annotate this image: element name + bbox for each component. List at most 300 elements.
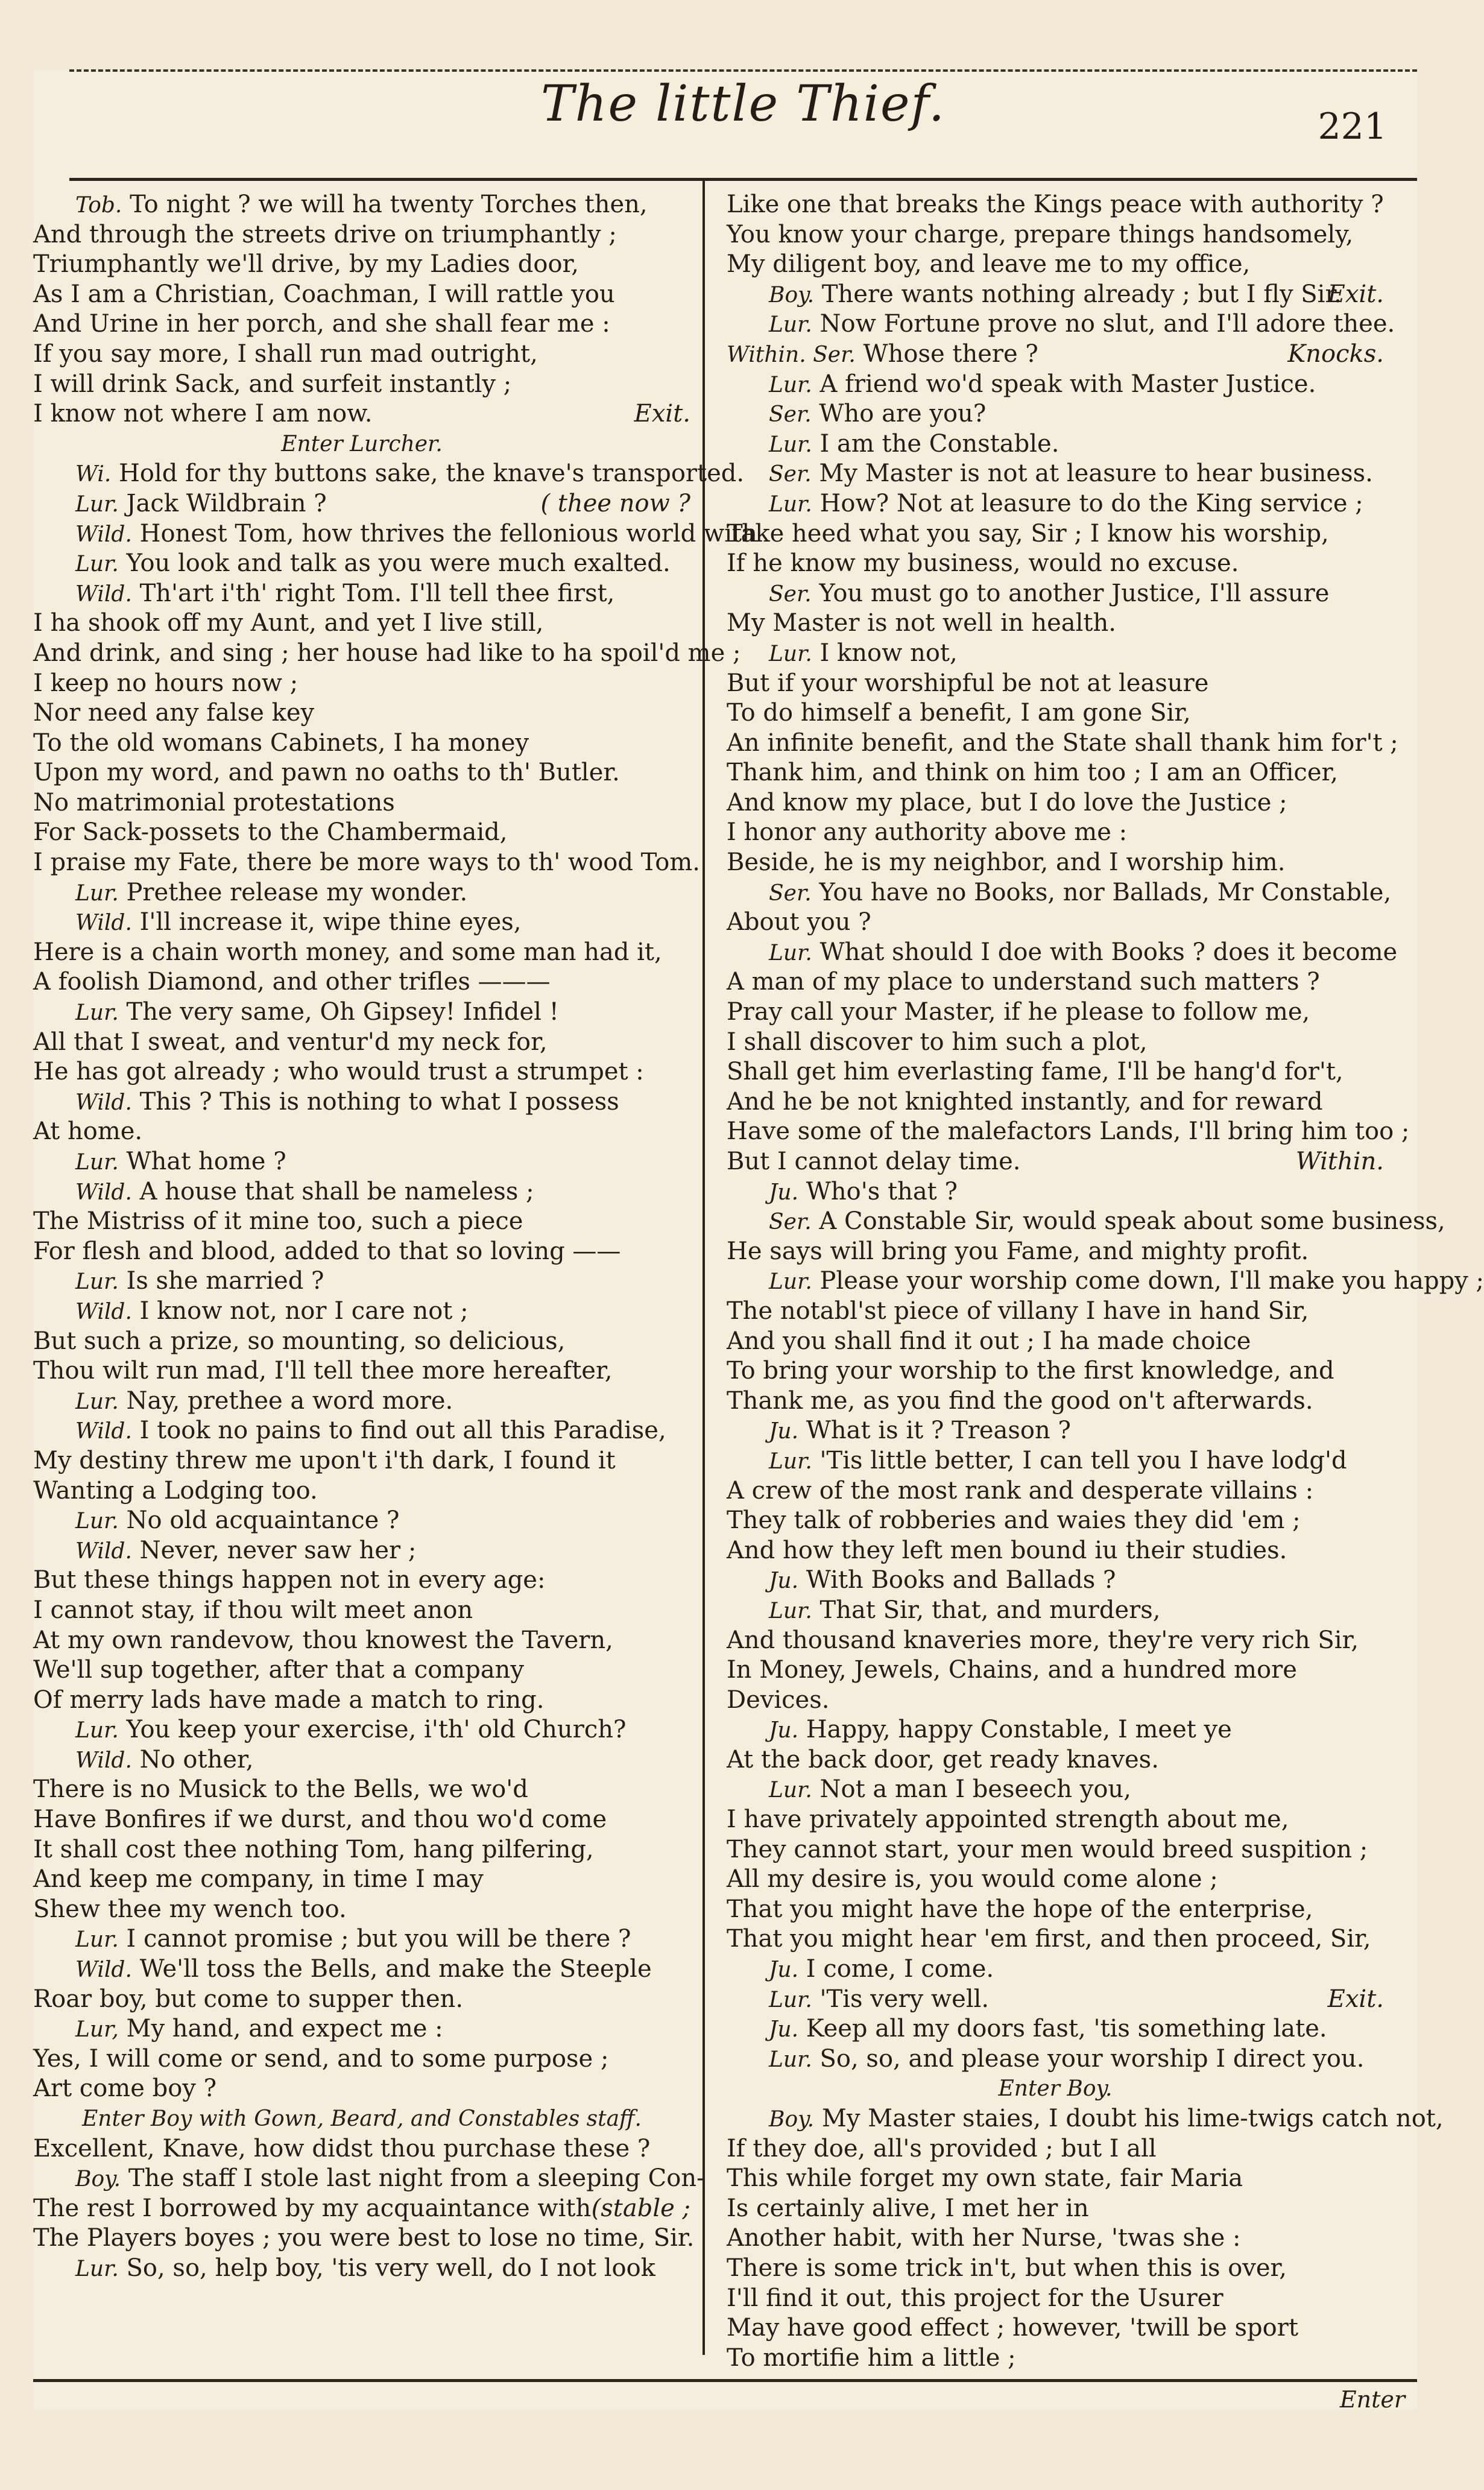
verse-line xyxy=(727,967,1384,997)
verse-line xyxy=(33,220,690,250)
line-text: Thank him, and think on him too ; I am an Officer, xyxy=(727,759,1338,787)
line-text: And how they left men bound iu their studies. xyxy=(727,1536,1287,1564)
verse-line xyxy=(727,1327,1384,1357)
line-text: A house that shall be nameless ; xyxy=(139,1177,534,1206)
verse-line xyxy=(727,1416,1384,1446)
line-text: To the old womans Cabinets, I ha money xyxy=(33,728,529,757)
speaker-name: Lur. xyxy=(75,1509,119,1534)
speaker-name: Lur. xyxy=(769,1987,812,2012)
verse-line xyxy=(727,639,1384,669)
line-text: Take heed what you say, Sir ; I know his worship, xyxy=(727,519,1329,548)
line-text: So, so, help boy, 'tis very well, do I not look xyxy=(126,2254,655,2282)
verse-line xyxy=(33,1596,690,1626)
line-text: How? Not at leasure to do the King service ; xyxy=(819,489,1363,517)
line-text: Shew thee my wench too. xyxy=(33,1895,347,1923)
line-text: But I cannot delay time. xyxy=(727,1148,1021,1175)
line-text: They cannot start, your men would breed suspition ; xyxy=(727,1835,1368,1863)
line-text: You have no Books, nor Ballads, Mr Constable, xyxy=(819,878,1392,906)
verse-line xyxy=(727,1715,1384,1745)
verse-line xyxy=(727,2223,1384,2254)
verse-line xyxy=(727,848,1384,878)
line-text: No old acquaintance ? xyxy=(126,1506,400,1535)
line-text: So, so, and please your worship I direct you. xyxy=(819,2044,1365,2073)
speaker-name: Within. Ser. xyxy=(727,342,856,367)
line-text: Jack Wildbrain ? xyxy=(126,489,327,517)
verse-line xyxy=(727,1865,1384,1895)
line-text: I cannot promise ; but you will be there ? xyxy=(126,1925,631,1953)
line-text: I keep no hours now ; xyxy=(33,669,298,697)
speaker-name: Lur. xyxy=(75,552,119,577)
line-text: I know not, nor I care not ; xyxy=(139,1297,469,1325)
line-text: A foolish Diamond, and other trifles ——— xyxy=(33,968,551,996)
line-text: Prethee release my wonder. xyxy=(126,878,468,906)
line-text: Who's that ? xyxy=(806,1177,958,1206)
stage-direction: Enter Lurcher. xyxy=(281,431,443,457)
verse-line xyxy=(727,2104,1444,2134)
line-text: You keep your exercise, i'th' old Church? xyxy=(126,1716,627,1744)
verse-line xyxy=(727,1297,1384,1327)
verse-line xyxy=(727,1835,1384,1865)
line-text: At my own randevow, thou knowest the Tavern, xyxy=(33,1626,613,1654)
line-text: My hand, and expect me : xyxy=(126,2015,443,2043)
verse-line xyxy=(33,608,690,639)
line-text: I know not where I am now. xyxy=(33,400,373,428)
line-text: Of merry lads have made a match to ring. xyxy=(33,1686,545,1714)
speaker-name: Lur. xyxy=(769,1269,812,1295)
verse-line xyxy=(33,1686,690,1716)
line-text: What should I doe with Books ? does it become xyxy=(819,938,1398,966)
verse-line xyxy=(33,1865,690,1895)
verse-line xyxy=(727,1177,1384,1207)
right-column xyxy=(727,190,1484,2373)
page-title: The little Thief. xyxy=(540,75,946,133)
speaker-name: Ser. xyxy=(769,462,812,487)
speaker-name: Lur. xyxy=(75,1150,119,1175)
verse-line xyxy=(727,1745,1384,1775)
line-text: The very same, Oh Gipsey! Infidel ! xyxy=(126,998,559,1026)
verse-line xyxy=(33,370,690,400)
verse-line xyxy=(33,1745,690,1775)
verse-line xyxy=(33,1446,690,1476)
line-text: Have some of the malefactors Lands, I'll bring him too ; xyxy=(727,1117,1410,1146)
line-text: I'll find it out, this project for the Usurer xyxy=(727,2284,1224,2312)
verse-line xyxy=(727,519,1384,549)
verse-line xyxy=(727,878,1392,908)
speaker-name: Wild. xyxy=(75,1419,132,1444)
line-text: My destiny threw me upon't i'th dark, I found it xyxy=(33,1446,616,1474)
verse-line xyxy=(33,190,690,220)
verse-line xyxy=(33,967,690,997)
catchword: Enter xyxy=(1339,2386,1405,2413)
line-text: He says will bring you Fame, and mighty profit. xyxy=(727,1237,1309,1265)
line-text: This ? This is nothing to what I possess xyxy=(139,1087,619,1116)
verse-line xyxy=(33,1715,690,1745)
line-text: But such a prize, so mounting, so delicious, xyxy=(33,1327,566,1355)
verse-line xyxy=(727,1895,1384,1925)
line-text: If you say more, I shall run mad outright, xyxy=(33,340,538,368)
line-text: A Constable Sir, would speak about some business, xyxy=(819,1207,1445,1236)
verse-line xyxy=(33,669,690,699)
line-text: No other, xyxy=(139,1745,254,1774)
line-text: There is no Musick to the Bells, we wo'd xyxy=(33,1775,528,1804)
stage-direction: Enter Boy with Gown, Beard, and Constables staff. xyxy=(82,2106,642,2131)
line-text: Another habit, with her Nurse, 'twas she : xyxy=(727,2224,1241,2252)
verse-line xyxy=(727,250,1384,280)
verse-line xyxy=(33,1655,690,1686)
column-divider xyxy=(703,178,705,2355)
line-text: My Master is not at leasure to hear business. xyxy=(819,460,1373,488)
verse-line xyxy=(33,1954,690,1985)
line-text: Upon my word, and pawn no oaths to th' Butler. xyxy=(33,759,620,787)
page-number: 221 xyxy=(1318,106,1387,148)
speaker-name: Ser. xyxy=(769,581,812,607)
verse-line xyxy=(33,2014,690,2044)
line-text: They talk of robberies and waies they did 'em ; xyxy=(727,1506,1301,1535)
verse-line xyxy=(33,2044,690,2074)
verse-line xyxy=(727,429,1384,460)
line-text: That you might have the hope of the enterprise, xyxy=(727,1895,1313,1923)
exit-direction: (stable ; xyxy=(591,2194,690,2222)
line-text: Here is a chain worth money, and some man had it, xyxy=(33,938,662,966)
speaker-name: Wild. xyxy=(75,1538,132,1564)
verse-line xyxy=(727,2164,1384,2194)
line-text: I honor any authority above me : xyxy=(727,818,1128,847)
line-text: Keep all my doors fast, 'tis something late. xyxy=(806,2015,1327,2043)
verse-line xyxy=(727,309,1395,340)
line-text: The Players boyes ; you were best to lose no time, Sir. xyxy=(33,2224,695,2252)
line-text: Shall get him everlasting fame, I'll be hang'd for't, xyxy=(727,1058,1343,1086)
verse-line xyxy=(33,1237,690,1267)
line-text: I ha shook off my Aunt, and yet I live still, xyxy=(33,609,544,637)
verse-line xyxy=(33,1775,690,1805)
line-text: My Master staies, I doubt his lime-twigs catch not, xyxy=(821,2105,1444,2132)
line-text: If they doe, all's provided ; but I all xyxy=(727,2134,1157,2163)
verse-line xyxy=(727,908,1384,938)
line-text: Thou wilt run mad, I'll tell thee more hereafter, xyxy=(33,1357,613,1385)
line-text: Triumphantly we'll drive, by my Ladies door, xyxy=(33,250,579,279)
verse-line xyxy=(33,399,690,429)
verse-line xyxy=(727,2313,1384,2343)
verse-line xyxy=(727,1356,1384,1386)
verse-line xyxy=(33,1356,690,1386)
verse-line xyxy=(727,1985,1384,2015)
verse-line xyxy=(727,1446,1384,1476)
line-text: There wants nothing already ; but I fly Sir. xyxy=(821,280,1342,308)
verse-line xyxy=(33,758,690,788)
line-text: Please your worship come down, I'll make you happy ; xyxy=(819,1267,1484,1295)
speaker-name: Lur. xyxy=(769,641,812,666)
speaker-name: Tob. xyxy=(75,193,122,218)
bottom-rule xyxy=(33,2379,1417,2382)
verse-line xyxy=(727,1266,1484,1297)
line-text: The Mistriss of it mine too, such a piece xyxy=(33,1207,523,1236)
verse-line xyxy=(33,459,745,489)
line-text: Art come boy ? xyxy=(33,2074,217,2103)
verse-line xyxy=(33,818,690,848)
verse-line xyxy=(33,908,690,938)
speaker-name: Lur. xyxy=(769,432,812,457)
line-text: And he be not knighted instantly, and for reward xyxy=(727,1087,1323,1116)
speaker-name: Lur. xyxy=(75,1389,119,1414)
line-text: This while forget my own state, fair Maria xyxy=(727,2164,1243,2193)
verse-line xyxy=(33,2223,695,2254)
line-text: A man of my place to understand such matters ? xyxy=(727,968,1320,996)
verse-line xyxy=(727,1566,1384,1596)
verse-line xyxy=(727,399,1384,429)
line-text: But if your worshipful be not at leasure xyxy=(727,669,1209,697)
speaker-name: Lur, xyxy=(75,2017,119,2043)
line-text: That Sir, that, and murders, xyxy=(819,1596,1161,1624)
speaker-name: Wild. xyxy=(75,1299,132,1324)
verse-line xyxy=(33,938,690,968)
line-text: Thank me, as you find the good on't afterwards. xyxy=(727,1386,1313,1415)
verse-line xyxy=(33,698,690,728)
verse-line xyxy=(727,190,1384,220)
verse-line xyxy=(727,1506,1384,1536)
speaker-name: Ju. xyxy=(769,1180,799,1205)
line-text: With Books and Ballads ? xyxy=(806,1566,1116,1594)
line-text: Wanting a Lodging too. xyxy=(33,1476,318,1505)
line-text: Nay, prethee a word more. xyxy=(126,1386,453,1415)
speaker-name: Lur. xyxy=(75,1000,119,1026)
speaker-name: Ser. xyxy=(769,880,812,906)
speaker-name: Ser. xyxy=(769,402,812,428)
speaker-name: Lur. xyxy=(769,372,812,397)
line-text: A crew of the most rank and desperate villains : xyxy=(727,1476,1314,1505)
verse-line xyxy=(727,2343,1384,2374)
line-text: The rest I borrowed by my acquaintance with xyxy=(33,2194,592,2222)
line-text: To do himself a benefit, I am gone Sir, xyxy=(727,699,1191,727)
verse-line xyxy=(33,1924,690,1954)
verse-line xyxy=(33,1266,690,1297)
line-text: You look and talk as you were much exalted. xyxy=(126,549,671,578)
speaker-name: Lur. xyxy=(769,940,812,965)
line-text: Now Fortune prove no slut, and I'll adore thee. xyxy=(819,310,1395,338)
line-text: My diligent boy, and leave me to my office, xyxy=(727,250,1251,279)
verse-line xyxy=(33,1626,690,1656)
line-text: Is she married ? xyxy=(126,1267,324,1295)
verse-line xyxy=(727,1207,1445,1237)
verse-line xyxy=(727,1386,1384,1417)
line-text: That you might hear 'em first, and then proceed, Sir, xyxy=(727,1925,1371,1953)
verse-line xyxy=(727,1147,1384,1177)
speaker-name: Lur. xyxy=(769,312,812,338)
verse-line xyxy=(727,2194,1384,2224)
line-text: We'll toss the Bells, and make the Steeple xyxy=(139,1955,652,1983)
line-text: About you ? xyxy=(727,908,871,937)
line-text: I know not, xyxy=(819,639,958,667)
line-text: And drink, and sing ; her house had like to ha spoil'd me ; xyxy=(33,639,741,667)
speaker-name: Lur. xyxy=(769,491,812,517)
line-text: Honest Tom, how thrives the fellonious world with xyxy=(139,519,757,548)
speaker-name: Lur. xyxy=(75,491,119,517)
verse-line xyxy=(33,848,700,878)
line-text: Happy, happy Constable, I meet ye xyxy=(806,1716,1232,1744)
speaker-name: Wild. xyxy=(75,1958,132,1983)
verse-line xyxy=(727,579,1384,609)
line-text: As I am a Christian, Coachman, I will rattle you xyxy=(33,280,615,308)
line-text: And know my place, but I do love the Justice ; xyxy=(727,788,1287,817)
exit-direction: Exit. xyxy=(634,400,690,428)
verse-line xyxy=(33,1207,690,1237)
verse-line xyxy=(727,1057,1384,1087)
line-text: I'll increase it, wipe thine eyes, xyxy=(139,908,522,937)
speaker-name: Wild. xyxy=(75,1090,132,1115)
running-head xyxy=(69,69,1417,181)
exit-direction: Exit. xyxy=(1327,1985,1384,2013)
speaker-name: Ju. xyxy=(769,1569,799,1594)
left-column xyxy=(33,190,757,2284)
verse-line xyxy=(727,1924,1384,1954)
line-text: I shall discover to him such a plot, xyxy=(727,1028,1148,1056)
line-text: My Master is not well in health. xyxy=(727,609,1116,637)
line-text: I am the Constable. xyxy=(819,429,1059,458)
verse-line xyxy=(33,250,690,280)
verse-line xyxy=(727,1686,1384,1716)
line-text: At home. xyxy=(33,1117,143,1146)
line-text: For flesh and blood, added to that so loving —— xyxy=(33,1237,621,1265)
verse-line xyxy=(727,1237,1384,1267)
verse-line xyxy=(33,340,690,370)
verse-line xyxy=(727,370,1384,400)
verse-line xyxy=(33,1985,690,2015)
verse-line xyxy=(33,1327,690,1357)
verse-line xyxy=(33,1835,690,1865)
verse-line xyxy=(33,1566,690,1596)
verse-line xyxy=(727,698,1384,728)
speaker-name: Ju. xyxy=(769,1419,799,1444)
speaker-name: Lur. xyxy=(75,880,119,906)
line-text: Th'art i'th' right Tom. I'll tell thee first, xyxy=(139,579,615,607)
speaker-name: Ser. xyxy=(769,1210,812,1235)
speaker-name: Lur. xyxy=(769,1449,812,1474)
verse-line xyxy=(33,788,690,818)
line-text: I have privately appointed strength about me, xyxy=(727,1806,1289,1834)
verse-line xyxy=(33,1117,690,1147)
verse-line xyxy=(33,2254,690,2284)
verse-line xyxy=(727,758,1384,788)
verse-line xyxy=(727,1596,1384,1626)
speaker-name: Ju. xyxy=(769,1958,799,1983)
line-text: What home ? xyxy=(126,1148,286,1175)
line-text: You know your charge, prepare things handsomely, xyxy=(727,220,1354,248)
verse-line xyxy=(727,1954,1384,1985)
verse-line xyxy=(727,1775,1384,1805)
line-text: All my desire is, you would come alone ; xyxy=(727,1865,1218,1894)
line-text: I come, I come. xyxy=(806,1955,994,1983)
line-text: We'll sup together, after that a company xyxy=(33,1656,525,1684)
line-text: Never, never saw her ; xyxy=(139,1536,417,1564)
verse-line xyxy=(727,1117,1410,1147)
verse-line xyxy=(33,549,690,579)
speaker-name: Lur. xyxy=(75,2256,119,2281)
verse-line xyxy=(33,1087,690,1117)
line-text: Roar boy, but come to supper then. xyxy=(33,1985,464,2013)
verse-line xyxy=(727,938,1398,968)
line-text: All that I sweat, and ventur'd my neck for, xyxy=(33,1028,548,1056)
verse-line xyxy=(727,2044,1384,2074)
exit-direction: Exit. xyxy=(1327,280,1384,308)
verse-line xyxy=(33,1536,690,1566)
speaker-name: Wi. xyxy=(75,462,112,487)
verse-line xyxy=(33,579,690,609)
verse-line xyxy=(727,2284,1384,2314)
verse-line xyxy=(33,997,690,1028)
verse-line xyxy=(33,1177,690,1207)
line-text: An infinite benefit, and the State shall thank him for't ; xyxy=(727,728,1398,757)
line-text: Have Bonfires if we durst, and thou wo'd come xyxy=(33,1806,607,1834)
line-text: Yes, I will come or send, and to some purpose ; xyxy=(33,2044,609,2073)
line-text: 'Tis very well. xyxy=(819,1985,990,2013)
verse-line xyxy=(727,2014,1384,2044)
line-text: I praise my Fate, there be more ways to th' wood Tom. xyxy=(33,848,700,877)
line-text: And Urine in her porch, and she shall fear me : xyxy=(33,310,610,338)
exit-direction: ( thee now ? xyxy=(540,489,690,517)
line-text: Like one that breaks the Kings peace with authority ? xyxy=(727,191,1384,218)
verse-line xyxy=(727,549,1384,579)
verse-line xyxy=(33,1028,690,1058)
line-text: He has got already ; who would trust a strumpet : xyxy=(33,1058,644,1086)
speaker-name: Boy. xyxy=(769,2107,815,2132)
verse-line xyxy=(727,2254,1384,2284)
line-text: To mortifie him a little ; xyxy=(727,2343,1016,2372)
verse-line xyxy=(727,788,1384,818)
verse-line xyxy=(33,2164,705,2194)
line-text: The staff I stole last night from a sleeping Con- xyxy=(128,2164,705,2193)
verse-line xyxy=(727,997,1384,1028)
line-text: For Sack-possets to the Chambermaid, xyxy=(33,818,508,847)
line-text: Nor need any false key xyxy=(33,699,315,727)
line-text: And you shall find it out ; I ha made choice xyxy=(727,1327,1251,1355)
line-text: Beside, he is my neighbor, and I worship him. xyxy=(727,848,1286,877)
verse-line xyxy=(33,280,690,310)
verse-line xyxy=(33,1057,690,1087)
stage-direction: Enter Boy. xyxy=(998,2076,1113,2102)
speaker-name: Lur. xyxy=(75,1927,119,1953)
verse-line xyxy=(727,489,1384,519)
line-text: Devices. xyxy=(727,1686,830,1714)
line-text: No matrimonial protestations xyxy=(33,788,395,817)
speaker-name: Wild. xyxy=(75,581,132,607)
line-text: I took no pains to find out all this Paradise, xyxy=(139,1417,666,1445)
verse-line xyxy=(33,1895,690,1925)
verse-line xyxy=(33,1416,690,1446)
verse-line xyxy=(727,1476,1384,1506)
speaker-name: Wild. xyxy=(75,1748,132,1773)
verse-line xyxy=(33,1386,690,1417)
verse-line xyxy=(33,2134,690,2164)
exit-direction: Knocks. xyxy=(1287,340,1384,368)
speaker-name: Lur. xyxy=(769,1778,812,1803)
verse-line xyxy=(727,669,1384,699)
verse-line xyxy=(727,728,1398,759)
speaker-name: Boy. xyxy=(769,282,815,308)
verse-line xyxy=(33,309,690,340)
line-text: A friend wo'd speak with Master Justice. xyxy=(819,370,1316,398)
line-text: Is certainly alive, I met her in xyxy=(727,2194,1089,2222)
line-text: There is some trick in't, but when this is over, xyxy=(727,2254,1287,2282)
verse-line xyxy=(727,340,1384,370)
line-text: It shall cost thee nothing Tom, hang pilfering, xyxy=(33,1835,594,1863)
verse-line xyxy=(33,2194,690,2224)
verse-line xyxy=(727,1655,1384,1686)
speaker-name: Lur. xyxy=(769,2047,812,2072)
line-text: Hold for thy buttons sake, the knave's transported. xyxy=(119,460,745,488)
line-text: If he know my business, would no excuse. xyxy=(727,549,1239,578)
verse-line xyxy=(33,519,757,549)
verse-line xyxy=(727,608,1384,639)
verse-line xyxy=(727,2134,1384,2164)
